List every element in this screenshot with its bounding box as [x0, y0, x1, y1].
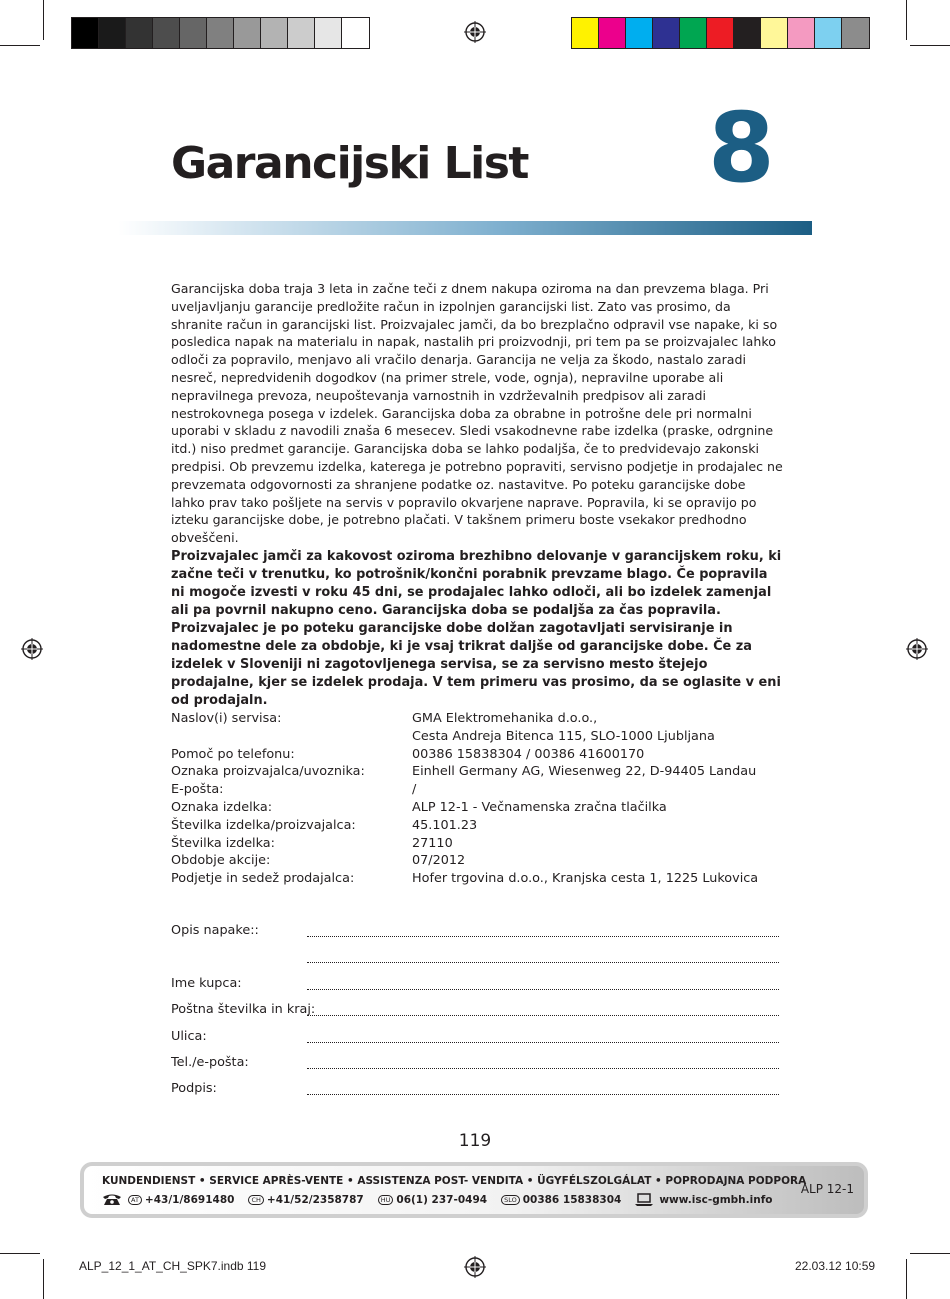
- file-slug: ALP_12_1_AT_CH_SPK7.indb 119: [79, 1259, 267, 1273]
- form-row: [171, 1055, 779, 1075]
- country-badge: HU: [378, 1195, 394, 1205]
- color-swatch: [207, 18, 234, 48]
- service-phone: [128, 1194, 234, 1206]
- form-fill-line[interactable]: [307, 1015, 779, 1016]
- color-swatch: [99, 18, 126, 48]
- color-swatch: [626, 18, 653, 48]
- color-swatch: [734, 18, 761, 48]
- info-value: 00386 15838304 / 00386 41600170: [412, 746, 645, 762]
- info-label: Oznaka izdelka:: [171, 800, 273, 815]
- service-phone: [378, 1194, 487, 1206]
- info-label: Pomoč po telefonu:: [171, 746, 295, 762]
- form-fill-line[interactable]: [307, 962, 779, 963]
- form-label: Opis napake::: [171, 923, 259, 938]
- service-title: KUNDENDIENST • SERVICE APRÈS-VENTE • ASSISTENZA POST- VENDITA • ÜGYFÉLSZOLGÁLAT • POPRODAJNA PODPORA: [102, 1175, 807, 1187]
- registration-mark-icon: [21, 638, 43, 660]
- form-label: Tel./e-pošta:: [171, 1055, 249, 1070]
- color-swatch: [342, 18, 369, 48]
- website-group: [635, 1193, 772, 1206]
- service-phone: [248, 1194, 363, 1206]
- form-label: Ulica:: [171, 1029, 207, 1044]
- form-row: [171, 923, 779, 943]
- country-badge: CH: [248, 1195, 263, 1205]
- color-swatch: [72, 18, 99, 48]
- process-color-bar: [571, 17, 870, 49]
- crop-mark: [906, 0, 907, 40]
- info-label: Številka izdelka/proizvajalca:: [171, 817, 356, 833]
- crop-mark: [43, 1259, 44, 1299]
- laptop-icon: [635, 1193, 653, 1206]
- form-fill-line[interactable]: [307, 1094, 779, 1095]
- color-swatch: [815, 18, 842, 48]
- info-value: 45.101.23: [412, 817, 478, 833]
- phone-number: 00386 15838304: [522, 1193, 622, 1206]
- crop-mark: [43, 0, 44, 40]
- form-row: [171, 1029, 779, 1049]
- info-label: E-pošta:: [171, 782, 224, 798]
- color-swatch: [761, 18, 788, 48]
- color-swatch: [153, 18, 180, 48]
- color-swatch: [180, 18, 207, 48]
- color-swatch: [599, 18, 626, 48]
- info-value: Cesta Andreja Bitenca 115, SLO-1000 Ljubljana: [412, 728, 715, 744]
- warranty-bold-paragraph: Proizvajalec jamči za kakovost oziroma brezhibno delovanje v garancijskem roku, ki začne teči v trenutku, ko potrošnik/končni porabnik prevzame blago. Če popravila ni mogoče izvesti v roku 45 dni, se prodajalec lahko odloči, ali bo izdelek zamenjal ali pa povrnil nakupno ceno. Garancijska doba se podaljša za čas popravila. Proizvajalec je po poteku garancijske dobe dolžan zagotavljati servisiranje in nadomestne dele za obdobje, ki je vsaj trikrat daljše od garancijske dobe. Če za izdelek v Sloveniji ni zagotovljenega servisa, se za servisno mesto štejejo prodajalne, kjer se izdelek prodaja. V tem primeru vas prosimo, da se oglasite v eni od prodajaln.: [171, 549, 782, 708]
- phone-number: 06(1) 237-0494: [396, 1193, 488, 1206]
- form-label: Podpis:: [171, 1081, 217, 1096]
- color-swatch: [653, 18, 680, 48]
- website-link[interactable]: www.isc-gmbh.info: [659, 1193, 773, 1206]
- phone-number: +41/52/2358787: [266, 1193, 364, 1206]
- form-label: Poštna številka in kraj:: [171, 1002, 316, 1017]
- color-swatch: [572, 18, 599, 48]
- color-swatch: [315, 18, 342, 48]
- info-value: ALP 12-1 - Večnamenska zračna tlačilka: [412, 800, 667, 815]
- phone-number: +43/1/8691480: [144, 1193, 235, 1206]
- country-badge: AT: [128, 1195, 142, 1205]
- form-row: [171, 1081, 779, 1101]
- warranty-paragraph: Garancijska doba traja 3 leta in začne teči z dnem nakupa oziroma na dan prevzema blaga. Pri uveljavljanju garancije predložite račun in izpolnjen garancijski list. Zato vas prosimo, da shranite račun in garancijski list. Proizvajalec jamči, da bo brezplačno odpravil vse napake, ki so posledica napak na materialu in napak, nastalih pri proizvodnji, pri tem pa se proizvajalec lahko odloči za popravilo, menjavo ali vračilo denarja. Garancija ne velja za škodo, nastalo zaradi nesreč, nepredvidenih dogodkov (na primer strele, vode, ognja), nepravilne uporabe ali nepravilnega prevoza, neupoštevanja varnostnih in vzdrževalnih predpisov ali zaradi nestrokovnega posega v izdelek. Garancijska doba za obrabne in potrošne dele pri normalni uporabi v skladu z navodili znaša 6 mesecev. Sledi vsakodnevne rabe izdelka (praske, odrgnine itd.) niso predmet garancije. Garancijska doba se lahko podaljša, če to predvidevajo zakonski predpisi. Ob prevzemu izdelka, katerega je potrebno popraviti, servisno podjetje in prodajalec ne prevzemata odgovornosti za shranjene podatke oz. nastavitve. Po poteku garancijske dobe lahko prav tako pošljete na servis v popravilo okvarjene naprave. Popravila, ki se opravijo po izteku garancijske dobe, je potrebno plačati. V takšnem primeru boste vsekakor predhodno obveščeni.: [171, 281, 783, 546]
- info-label: Naslov(i) servisa:: [171, 711, 282, 726]
- form-fill-line[interactable]: [307, 1042, 779, 1043]
- color-swatch: [126, 18, 153, 48]
- service-contacts: [102, 1193, 787, 1206]
- info-value: Einhell Germany AG, Wiesenweg 22, D-94405 Landau: [412, 764, 757, 780]
- color-swatch: [842, 18, 869, 48]
- info-label: Podjetje in sedež prodajalca:: [171, 871, 355, 887]
- registration-mark-icon: [906, 638, 928, 660]
- form-fill-line[interactable]: [307, 1068, 779, 1069]
- form-row: [171, 949, 779, 969]
- crop-mark: [0, 45, 40, 46]
- grayscale-color-bar: [71, 17, 370, 49]
- telephone-icon: [102, 1193, 122, 1206]
- registration-mark-icon: [464, 21, 486, 43]
- page-title: Garancijski List: [171, 138, 528, 189]
- form-row: [171, 1002, 779, 1022]
- form-fill-line[interactable]: [307, 989, 779, 990]
- color-swatch: [261, 18, 288, 48]
- service-box: [80, 1162, 868, 1218]
- color-swatch: [680, 18, 707, 48]
- color-swatch: [234, 18, 261, 48]
- crop-mark: [906, 1259, 907, 1299]
- info-value: 27110: [412, 835, 453, 851]
- form-row: [171, 976, 779, 996]
- color-swatch: [788, 18, 815, 48]
- crop-mark: [910, 1253, 950, 1254]
- form-label: Ime kupca:: [171, 976, 242, 991]
- page-number: 119: [458, 1131, 492, 1151]
- info-value: Hofer trgovina d.o.o., Kranjska cesta 1, 1225 Lukovica: [412, 871, 759, 887]
- form-fill-line[interactable]: [307, 936, 779, 937]
- title-gradient-bar: [118, 221, 812, 235]
- chapter-number: 8: [708, 92, 775, 204]
- crop-mark: [0, 1253, 40, 1254]
- service-model: ALP 12-1: [800, 1182, 854, 1196]
- color-swatch: [288, 18, 315, 48]
- crop-mark: [910, 45, 950, 46]
- service-phone: [501, 1194, 621, 1206]
- info-label: Številka izdelka:: [171, 835, 275, 851]
- info-value: /: [412, 782, 417, 798]
- registration-mark-icon: [464, 1256, 486, 1278]
- color-swatch: [707, 18, 734, 48]
- country-badge: SLO: [501, 1195, 520, 1205]
- info-value: GMA Elektromehanika d.o.o.,: [412, 711, 598, 726]
- info-label: Oznaka proizvajalca/uvoznika:: [171, 764, 365, 780]
- date-time-slug: 22.03.12 10:59: [795, 1259, 876, 1273]
- info-value: 07/2012: [412, 853, 466, 869]
- info-label: Obdobje akcije:: [171, 853, 271, 869]
